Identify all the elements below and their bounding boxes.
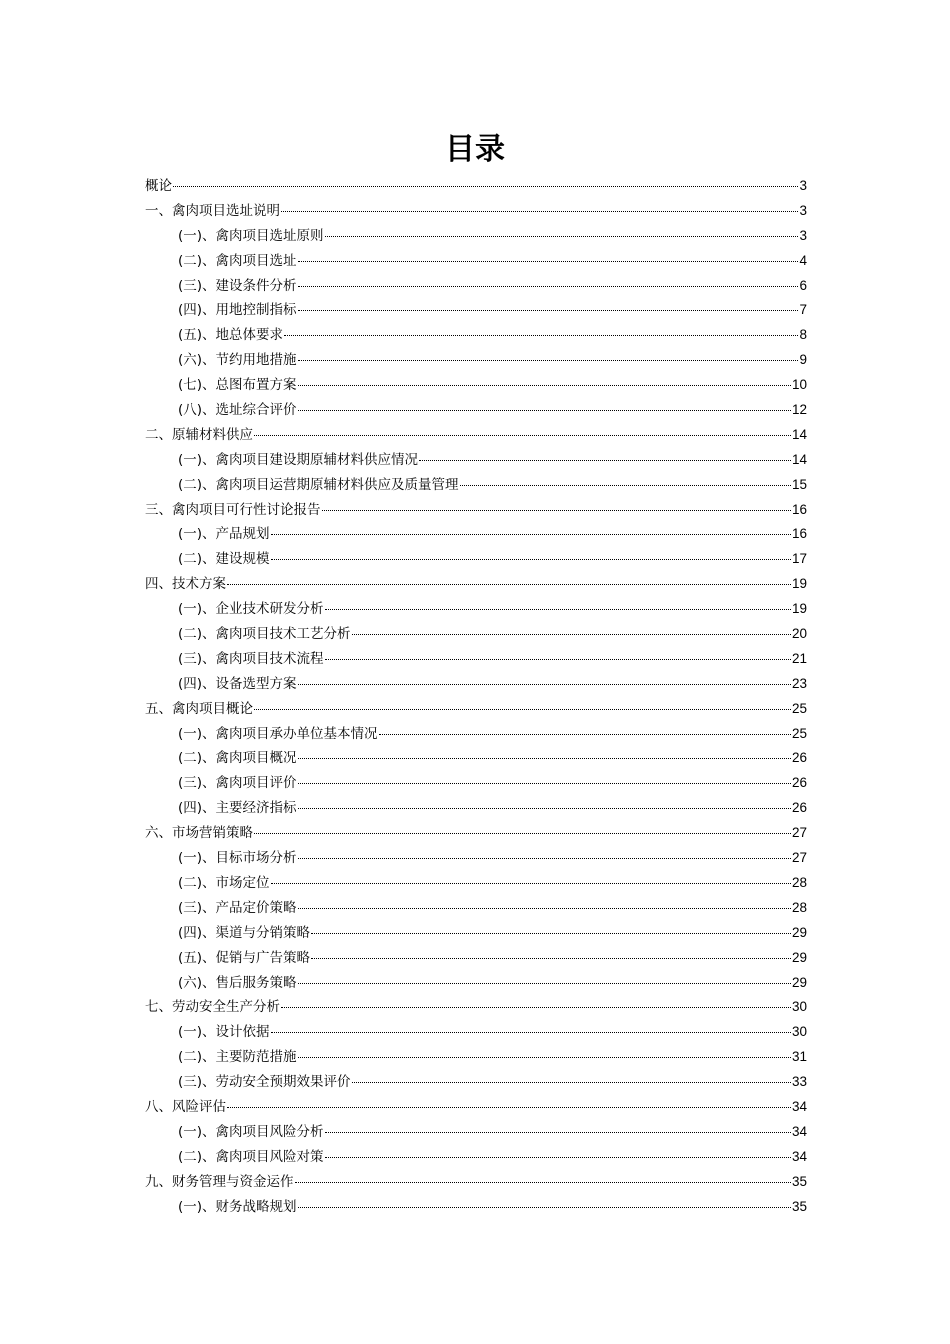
- toc-dot-leader: [298, 410, 791, 411]
- toc-entry-page-number: 29: [791, 949, 807, 965]
- toc-entry[interactable]: [145, 572, 807, 597]
- toc-dot-leader: [311, 933, 791, 934]
- table-of-contents: [145, 174, 807, 1219]
- toc-entry-label: (二)、主要防范措施: [178, 1049, 297, 1066]
- toc-entry[interactable]: [145, 896, 807, 921]
- toc-entry-page-number: 3: [799, 202, 807, 218]
- toc-entry-page-number: 30: [791, 999, 807, 1015]
- toc-entry-label: 五、禽肉项目概论: [145, 700, 253, 717]
- toc-entry-label: (二)、禽肉项目概况: [178, 750, 297, 767]
- toc-entry-label: (八)、选址综合评价: [178, 402, 297, 419]
- toc-entry[interactable]: [145, 174, 807, 199]
- toc-dot-leader: [271, 883, 791, 884]
- toc-entry[interactable]: [145, 722, 807, 747]
- toc-entry-page-number: 29: [791, 974, 807, 990]
- toc-entry-label: (五)、地总体要求: [178, 327, 284, 344]
- toc-entry-label: 三、禽肉项目可行性讨论报告: [145, 501, 321, 518]
- toc-entry-page-number: 19: [791, 576, 807, 592]
- toc-entry-page-number: 30: [791, 1024, 807, 1040]
- toc-entry[interactable]: [145, 871, 807, 896]
- toc-entry-page-number: 16: [791, 526, 807, 542]
- toc-entry-label: (一)、禽肉项目选址原则: [178, 227, 324, 244]
- toc-dot-leader: [298, 310, 799, 311]
- toc-entry[interactable]: [145, 672, 807, 697]
- toc-entry[interactable]: [145, 622, 807, 647]
- toc-dot-leader: [227, 1107, 791, 1108]
- toc-entry[interactable]: [145, 1120, 807, 1145]
- toc-entry-page-number: 33: [791, 1074, 807, 1090]
- toc-entry-page-number: 12: [791, 402, 807, 418]
- toc-entry-page-number: 3: [799, 178, 807, 193]
- toc-entry[interactable]: [145, 1095, 807, 1120]
- toc-entry-page-number: 3: [799, 227, 807, 243]
- toc-entry-label: (六)、节约用地措施: [178, 352, 297, 369]
- toc-entry[interactable]: [145, 1070, 807, 1095]
- toc-entry-label: (二)、禽肉项目选址: [178, 252, 297, 269]
- toc-entry-label: (二)、禽肉项目风险对策: [178, 1148, 324, 1165]
- toc-entry[interactable]: [145, 373, 807, 398]
- toc-entry-label: (六)、售后服务策略: [178, 974, 297, 991]
- toc-dot-leader: [325, 1157, 791, 1158]
- toc-dot-leader: [254, 435, 791, 436]
- toc-entry[interactable]: [145, 249, 807, 274]
- toc-entry-label: (二)、建设规模: [178, 551, 270, 568]
- toc-entry[interactable]: [145, 846, 807, 871]
- toc-entry-label: 四、技术方案: [145, 576, 226, 593]
- toc-entry-page-number: 28: [791, 874, 807, 890]
- toc-entry[interactable]: [145, 199, 807, 224]
- toc-entry[interactable]: [145, 821, 807, 846]
- toc-entry-label: (三)、禽肉项目评价: [178, 775, 297, 792]
- toc-entry-label: (一)、目标市场分析: [178, 850, 297, 867]
- toc-entry-label: (一)、禽肉项目风险分析: [178, 1123, 324, 1140]
- toc-entry[interactable]: [145, 771, 807, 796]
- toc-entry-label: 九、财务管理与资金运作: [145, 1173, 294, 1190]
- toc-entry-label: (七)、总图布置方案: [178, 377, 297, 394]
- toc-entry-label: (四)、主要经济指标: [178, 800, 297, 817]
- toc-dot-leader: [298, 286, 799, 287]
- toc-dot-leader: [325, 659, 791, 660]
- toc-entry-label: (一)、禽肉项目承办单位基本情况: [178, 725, 378, 742]
- toc-dot-leader: [281, 211, 798, 212]
- toc-dot-leader: [379, 734, 791, 735]
- toc-dot-leader: [298, 360, 799, 361]
- toc-entry-label: (二)、市场定位: [178, 874, 270, 891]
- toc-dot-leader: [271, 534, 791, 535]
- toc-entry[interactable]: [145, 1145, 807, 1170]
- toc-entry-page-number: 31: [791, 1049, 807, 1065]
- toc-entry[interactable]: [145, 348, 807, 373]
- toc-entry[interactable]: [145, 921, 807, 946]
- toc-entry-label: 二、原辅材料供应: [145, 426, 253, 443]
- toc-entry[interactable]: [145, 1020, 807, 1045]
- toc-entry[interactable]: [145, 398, 807, 423]
- toc-entry-page-number: 6: [799, 277, 807, 293]
- toc-entry-page-number: 8: [799, 327, 807, 343]
- toc-entry-label: (四)、渠道与分销策略: [178, 924, 311, 941]
- toc-dot-leader: [271, 1032, 791, 1033]
- toc-entry-label: (二)、禽肉项目技术工艺分析: [178, 626, 351, 643]
- toc-entry[interactable]: [145, 547, 807, 572]
- toc-entry[interactable]: [145, 1170, 807, 1195]
- toc-entry-label: 概论: [145, 178, 172, 194]
- toc-entry-page-number: 26: [791, 775, 807, 791]
- toc-dot-leader: [298, 908, 791, 909]
- toc-entry[interactable]: [145, 697, 807, 722]
- toc-dot-leader: [298, 808, 791, 809]
- toc-entry-page-number: 35: [791, 1198, 807, 1214]
- toc-entry-page-number: 20: [791, 626, 807, 642]
- toc-entry[interactable]: [145, 298, 807, 323]
- toc-entry-label: 一、禽肉项目选址说明: [145, 202, 280, 219]
- toc-dot-leader: [281, 1007, 791, 1008]
- toc-entry-label: (二)、禽肉项目运营期原辅材料供应及质量管理: [178, 476, 459, 493]
- toc-dot-leader: [352, 1082, 791, 1083]
- toc-entry-page-number: 34: [791, 1123, 807, 1139]
- toc-entry[interactable]: [145, 796, 807, 821]
- toc-dot-leader: [298, 385, 791, 386]
- toc-entry-page-number: 23: [791, 675, 807, 691]
- toc-entry-label: (三)、建设条件分析: [178, 277, 297, 294]
- toc-dot-leader: [298, 858, 791, 859]
- toc-entry-page-number: 10: [791, 377, 807, 393]
- toc-entry-page-number: 4: [799, 252, 807, 268]
- toc-entry-page-number: 15: [791, 476, 807, 492]
- toc-entry-page-number: 9: [799, 352, 807, 368]
- toc-entry-label: 七、劳动安全生产分析: [145, 999, 280, 1016]
- toc-entry[interactable]: [145, 473, 807, 498]
- toc-dot-leader: [322, 510, 791, 511]
- toc-entry-page-number: 35: [791, 1173, 807, 1189]
- toc-entry-label: (三)、劳动安全预期效果评价: [178, 1074, 351, 1091]
- toc-dot-leader: [352, 634, 791, 635]
- toc-entry-page-number: 17: [791, 551, 807, 567]
- toc-entry-page-number: 26: [791, 750, 807, 766]
- toc-entry-label: 六、市场营销策略: [145, 825, 253, 842]
- toc-dot-leader: [298, 1207, 791, 1208]
- toc-dot-leader: [298, 783, 791, 784]
- toc-entry-label: (四)、设备选型方案: [178, 675, 297, 692]
- toc-entry[interactable]: [145, 746, 807, 771]
- toc-entry-page-number: 25: [791, 700, 807, 716]
- toc-entry-label: (三)、禽肉项目技术流程: [178, 650, 324, 667]
- toc-entry-label: (一)、设计依据: [178, 1024, 270, 1041]
- toc-entry[interactable]: [145, 647, 807, 672]
- toc-entry-label: (四)、用地控制指标: [178, 302, 297, 319]
- toc-entry[interactable]: [145, 1045, 807, 1070]
- toc-entry-page-number: 27: [791, 850, 807, 866]
- toc-entry[interactable]: [145, 274, 807, 299]
- toc-entry-label: (一)、产品规划: [178, 526, 270, 543]
- toc-dot-leader: [254, 833, 791, 834]
- toc-entry-page-number: 26: [791, 800, 807, 816]
- toc-entry-page-number: 29: [791, 924, 807, 940]
- toc-dot-leader: [298, 758, 791, 759]
- toc-dot-leader: [325, 1132, 791, 1133]
- toc-entry-label: (五)、促销与广告策略: [178, 949, 311, 966]
- toc-dot-leader: [460, 485, 791, 486]
- toc-entry-page-number: 34: [791, 1098, 807, 1114]
- toc-dot-leader: [298, 983, 791, 984]
- toc-dot-leader: [419, 460, 791, 461]
- toc-entry[interactable]: [145, 224, 807, 249]
- toc-dot-leader: [325, 236, 799, 237]
- page-title: 目录: [445, 132, 505, 167]
- toc-dot-leader: [298, 261, 799, 262]
- toc-entry-page-number: 14: [791, 451, 807, 467]
- toc-dot-leader: [271, 559, 791, 560]
- toc-entry-page-number: 28: [791, 899, 807, 915]
- toc-entry-page-number: 21: [791, 650, 807, 666]
- toc-dot-leader: [227, 584, 791, 585]
- toc-dot-leader: [295, 1182, 791, 1183]
- toc-entry-page-number: 34: [791, 1148, 807, 1164]
- toc-entry-page-number: 25: [791, 725, 807, 741]
- toc-entry[interactable]: [145, 522, 807, 547]
- toc-dot-leader: [311, 958, 791, 959]
- toc-entry-label: (一)、禽肉项目建设期原辅材料供应情况: [178, 451, 419, 468]
- toc-dot-leader: [325, 609, 791, 610]
- toc-entry-page-number: 14: [791, 426, 807, 442]
- toc-entry[interactable]: [145, 323, 807, 348]
- toc-dot-leader: [298, 684, 791, 685]
- toc-dot-leader: [284, 335, 798, 336]
- toc-entry-label: (一)、财务战略规划: [178, 1198, 297, 1215]
- toc-entry[interactable]: [145, 498, 807, 523]
- toc-entry-label: (三)、产品定价策略: [178, 899, 297, 916]
- toc-entry-label: 八、风险评估: [145, 1098, 226, 1115]
- toc-entry-page-number: 27: [791, 825, 807, 841]
- toc-entry[interactable]: [145, 448, 807, 473]
- toc-dot-leader: [298, 1057, 791, 1058]
- toc-entry-label: (一)、企业技术研发分析: [178, 601, 324, 618]
- toc-entry[interactable]: [145, 946, 807, 971]
- toc-entry-page-number: 19: [791, 601, 807, 617]
- toc-entry[interactable]: [145, 1195, 807, 1220]
- toc-entry[interactable]: [145, 995, 807, 1020]
- toc-entry-page-number: 7: [799, 302, 807, 318]
- toc-dot-leader: [173, 186, 798, 187]
- toc-entry[interactable]: [145, 597, 807, 622]
- toc-dot-leader: [254, 709, 791, 710]
- toc-entry[interactable]: [145, 971, 807, 996]
- toc-entry-page-number: 16: [791, 501, 807, 517]
- toc-entry[interactable]: [145, 423, 807, 448]
